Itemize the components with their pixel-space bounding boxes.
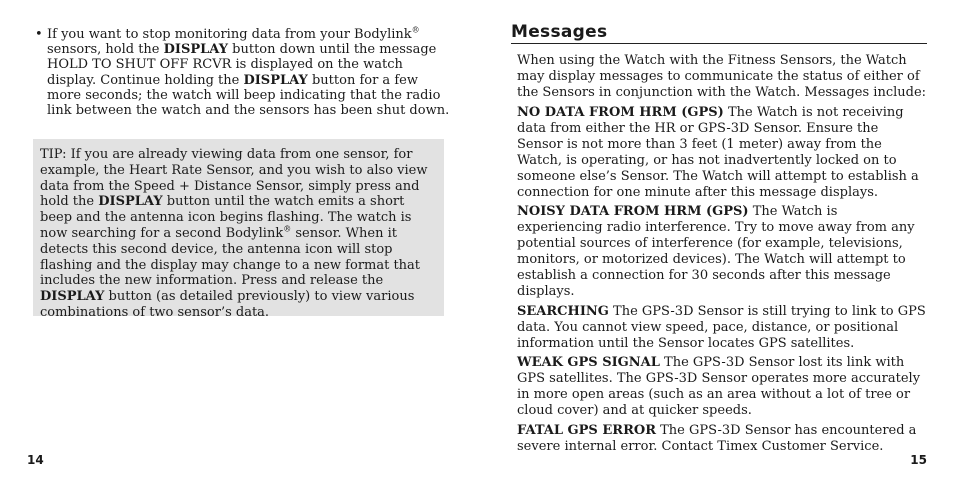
page-number: 15 — [910, 453, 927, 467]
messages-body — [517, 53, 927, 458]
message-description: The GPS-3D Sensor has encountered a severe internal error. Contact Timex Customer Service. — [517, 422, 917, 454]
message-term: WEAK GPS SIGNAL — [517, 355, 660, 370]
message-description: The GPS-3D Sensor is still trying to link to GPS data. You cannot view speed, pace, distance, or positional information until the Sensor locates GPS satellites. — [517, 303, 926, 351]
display-keyword: DISPLAY — [40, 289, 105, 305]
registered-mark: ® — [283, 224, 292, 234]
message-entry — [517, 355, 927, 419]
registered-mark: ® — [411, 25, 420, 35]
shutdown-bullet — [35, 27, 455, 118]
message-term: NO DATA FROM HRM (GPS) — [517, 104, 724, 120]
tip-box: TIP: If you are already viewing data from one sensor, for example, the Heart Rate Sensor, and you wish to also view data from the Speed + Distance Sensor, simply press and hold the DISPLAY button until the watch emits a short beep and the antenna icon begins flashing. The watch is now searching for a second Bodylink® sensor. When it detects this second device, the antenna icon will stop flashing and the display may change to a new format that includes the new information. Press and release the DISPLAY button (as detailed previously) to view various combinations of two sensor’s data. — [33, 139, 444, 316]
message-entry — [517, 105, 927, 201]
page-number: 14 — [27, 453, 44, 467]
message-term: NOISY DATA FROM HRM (GPS) — [517, 204, 749, 219]
message-description: The GPS-3D Sensor lost its link with GPS satellites. The GPS-3D Sensor operates more accurately in more open areas (such as an area without a lot of tree or cloud cover) and at quicker speeds. — [517, 355, 921, 418]
intro-paragraph: When using the Watch with the Fitness Sensors, the Watch may display messages to communicate the status of either of the Sensors in conjunction with the Watch. Messages include: — [517, 53, 927, 100]
bullet-text: If you want to stop monitoring data from your Bodylink® sensors, hold the DISPLAY button down until the message HOLD TO SHUT OFF RCVR is displayed on the watch display. Continue holding the DISPLAY button for a few more seconds; the watch will beep indicating that the radio link between the watch and the sensors has been shut down. — [47, 25, 450, 119]
section-heading: Messages — [511, 22, 927, 44]
message-term: SEARCHING — [517, 303, 609, 319]
message-entry — [517, 204, 927, 300]
display-keyword: DISPLAY — [98, 194, 163, 210]
message-description: The Watch is not receiving data from either the HR or GPS-3D Sensor. Ensure the Sensor is not more than 3 feet (1 meter) away from the Watch, is operating, or has not inadvertently locked on to someone else’s Sensor. The Watch will attempt to establish a connection for one minute after this message displays. — [517, 104, 919, 200]
display-keyword: DISPLAY — [163, 42, 229, 58]
message-term: FATAL GPS ERROR — [517, 422, 656, 438]
message-entry — [517, 423, 927, 455]
message-entry — [517, 304, 927, 352]
bullet-symbol: • — [35, 27, 43, 42]
display-keyword: DISPLAY — [243, 72, 308, 88]
right-page — [477, 0, 954, 477]
message-description: The Watch is experiencing radio interference. Try to move away from any potential sources of interference (for example, televisions, monitors, or motorized devices). The Watch will attempt to establish a connection for 30 seconds after this message displays. — [517, 204, 915, 299]
